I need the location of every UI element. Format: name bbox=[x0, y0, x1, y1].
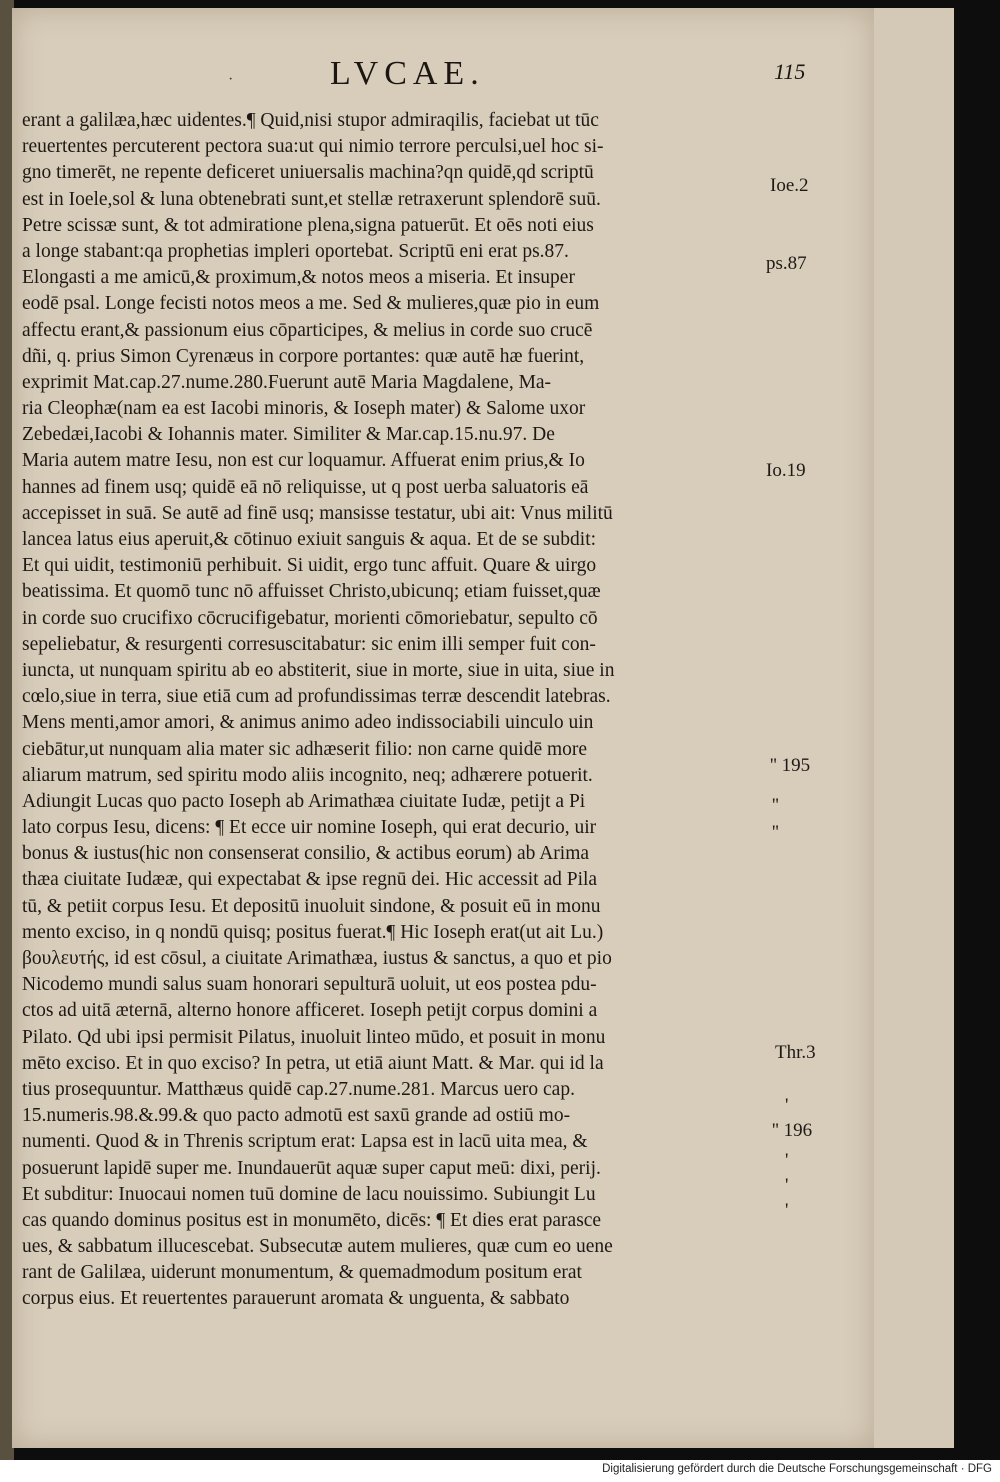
text-line: Nicodemo mundi salus suam honorari sepulturā uoluit, ut eos postea pdu- bbox=[22, 974, 597, 996]
text-line: Et qui uidit, testimoniū perhibuit. Si uidit, ergo tunc affuit. Quare & uirgo bbox=[22, 555, 597, 577]
text-line: gno timerēt, ne repente deficeret uniuersalis machina?qn quidē,qd scriptū bbox=[22, 162, 594, 184]
text-line: ria Cleophæ(nam ea est Iacobi minoris, & Ioseph mater) & Salome uxor bbox=[22, 398, 586, 420]
text-line: accepisset in suā. Se autē ad finē usq; mansisse testatur, ubi ait: Vnus militū bbox=[22, 502, 613, 524]
text-line: sepeliebatur, & resurgenti corresuscitabatur: sic enim illi semper fuit con- bbox=[22, 633, 596, 655]
text-line: Elongasti a me amicū,& proximum,& notos meos a miseria. Et insuper bbox=[22, 267, 575, 289]
text-line: est in Ioele,sol & luna obtenebrati sunt,et stellæ retraxerunt splendorē suū. bbox=[22, 188, 601, 210]
text-line: Mens menti,amor amori, & animus animo adeo indissociabili uinculo uin bbox=[22, 712, 594, 734]
header-mark: · bbox=[228, 71, 234, 88]
text-line: erant a galilæa,hæc uidentes.¶ Quid,nisi stupor admiraqilis, faciebat ut tūc bbox=[22, 110, 599, 131]
text-line: rant de Galilæa, uiderunt monumentum, & quemadmodum positum erat bbox=[22, 1262, 582, 1284]
margin-note-quote: ' bbox=[785, 1095, 789, 1116]
text-line: Maria autem matre Iesu, non est cur loquamur. Affuerat enim prius,& Io bbox=[22, 450, 585, 472]
margin-note-threnis: Thr.3 bbox=[775, 1042, 816, 1063]
text-line: in corde suo crucifixo cōcrucifigebatur, morienti cōmoriebatur, sepulto cō bbox=[22, 607, 598, 629]
text-line: ciebātur,ut nunquam alia mater sic adhæserit filio: non carne quidē more bbox=[22, 738, 588, 760]
text-line: cœlo,siue in terra, siue etiā cum ad profundissimas terræ descendit latebras. bbox=[22, 686, 611, 708]
text-line: exprimit Mat.cap.27.nume.280.Fuerunt autē Maria Magdalene, Ma- bbox=[22, 371, 552, 393]
text-line: ues, & sabbatum illucescebat. Subsecutæ autem mulieres, quæ cum eo uene bbox=[22, 1236, 613, 1258]
page-margin bbox=[874, 8, 954, 1448]
text-line: mento exciso, in q nondū quisq; positus fuerat.¶ Hic Ioseph erat(ut ait Lu.) bbox=[22, 921, 604, 943]
text-line: cas quando dominus positus est in monumēto, dicēs: ¶ Et dies erat parasce bbox=[22, 1209, 602, 1231]
text-line: tū, & petiit corpus Iesu. Et depositū inuoluit sindone, & posuit eū in monu bbox=[22, 895, 601, 917]
text-line: corpus eius. Et reuertentes parauerunt aromata & unguenta, & sabbato bbox=[22, 1288, 570, 1310]
text-line: thæa ciuitate Iudææ, qui expectabat & ipse regnū dei. Hic accessit ad Pila bbox=[22, 869, 598, 891]
margin-note-quote: ' bbox=[785, 1175, 789, 1196]
text-line: Petre scissæ sunt, & tot admiratione plena,signa patuerūt. Et oēs noti eius bbox=[22, 214, 594, 236]
text-line: 15.numeris.98.&.99.& quo pacto admotū est saxū grande ad ostiū mo- bbox=[22, 1105, 571, 1127]
text-line: Pilato. Qd ubi ipsi permisit Pilatus, inuoluit linteo mūdo, et posuit in monu bbox=[22, 1026, 606, 1048]
text-line: Adiungit Lucas quo pacto Ioseph ab Arimathæa ciuitate Iudæ, petijt a Pi bbox=[22, 790, 586, 812]
text-line: aliarum matrum, sed spiritu modo aliis incognito, neq; adhærere potuerit. bbox=[22, 764, 593, 786]
footer-bar bbox=[0, 1460, 1000, 1482]
page-header bbox=[0, 55, 1000, 95]
text-line: lancea latus eius aperuit,& cōtinuo exiuit sanguis & aqua. Et de se subdit: bbox=[22, 529, 597, 550]
text-line: tius prosequuntur. Matthæus quidē cap.27.nume.281. Marcus uero cap. bbox=[22, 1078, 575, 1100]
footer-credit: Digitalisierung gefördert durch die Deutsche Forschungsgemeinschaft · DFG bbox=[602, 1463, 992, 1475]
text-line: posuerunt lapidē super me. Inundauerūt aquæ super caput meū: dixi, perij. bbox=[22, 1157, 601, 1179]
text-line: hannes ad finem usq; quidē eā nō reliquisse, ut q post uerba saluatoris eā bbox=[22, 476, 589, 498]
text-line: a longe stabant:qa prophetias impleri oportebat. Scriptū eni erat ps.87. bbox=[22, 240, 569, 262]
text-line: beatissima. Et quomō tunc nō affuisset Christo,ubicunq; etiam fuisset,quæ bbox=[22, 581, 601, 603]
running-head: LVCAE. bbox=[330, 55, 485, 92]
text-line: iuncta, ut nunquam spiritu ab eo abstiterit, siue in morte, siue in uita, siue in bbox=[22, 659, 615, 681]
text-line: numenti. Quod & in Threnis scriptum erat: Lapsa est in lacū uita mea, & bbox=[22, 1131, 588, 1153]
margin-note-quote: '' bbox=[772, 822, 779, 843]
margin-note-quote: '' bbox=[772, 795, 779, 816]
margin-note-195: '' 195 bbox=[770, 755, 811, 776]
margin-note-psalm: ps.87 bbox=[766, 253, 807, 274]
text-line: affectu erant,& passionum eius cōparticipes, & melius in corde suo crucē bbox=[22, 319, 593, 341]
text-line: mēto exciso. Et in quo exciso? In petra, ut etiā aiunt Matt. & Mar. qui id la bbox=[22, 1052, 604, 1074]
folio-number: 115 bbox=[774, 59, 806, 84]
text-line: eodē psal. Longe fecisti notos meos a me. Sed & mulieres,quæ pio in eum bbox=[22, 293, 600, 315]
margin-note-196: '' 196 bbox=[772, 1120, 813, 1141]
text-line: Et subditur: Inuocaui nomen tuū domine de lacu nouissimo. Subiungit Lu bbox=[22, 1183, 596, 1205]
text-line: βουλευτής, id est cōsul, a ciuitate Arimathæa, iustus & sanctus, a quo et pio bbox=[22, 948, 612, 969]
margin-note-quote: ' bbox=[785, 1150, 789, 1171]
main-text-block bbox=[22, 108, 770, 1313]
margin-note-john: Io.19 bbox=[766, 460, 806, 481]
text-line: bonus & iustus(hic non consenserat consilio, & actibus eorum) ab Arima bbox=[22, 843, 590, 865]
text-line: dñi, q. prius Simon Cyrenæus in corpore portantes: quæ autē hæ fuerint, bbox=[22, 345, 585, 367]
margin-note-ioel: Ioe.2 bbox=[770, 175, 809, 196]
text-line: Zebedæi,Iacobi & Iohannis mater. Similiter & Mar.cap.15.nu.97. De bbox=[22, 424, 555, 446]
text-line: ctos ad uitā æternā, alterno honore afficeret. Ioseph petijt corpus domini a bbox=[22, 1000, 598, 1022]
text-line: lato corpus Iesu, dicens: ¶ Et ecce uir nomine Ioseph, qui erat decurio, uir bbox=[22, 817, 597, 839]
margin-note-quote: ' bbox=[785, 1200, 789, 1221]
text-line: reuertentes percuterent pectora sua:ut qui nimio terrore perculsi,uel hoc si- bbox=[22, 136, 604, 158]
